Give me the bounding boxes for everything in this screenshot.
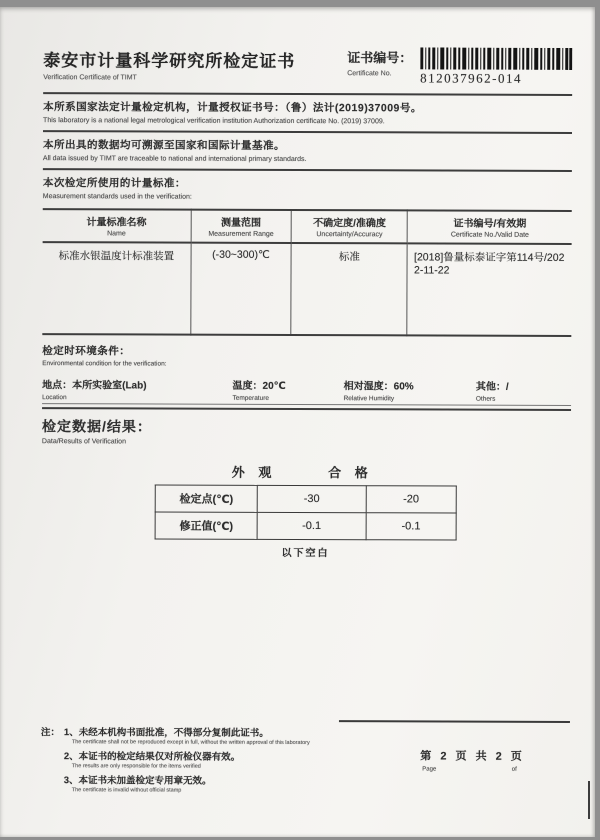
scan-edge-artifact	[588, 781, 590, 819]
certificate-number-labels	[347, 47, 412, 86]
measurement-range-cell: (-30~300)℃	[190, 243, 291, 335]
authorization-statement-en: This laboratory is a national legal metrological verification institution Authorization certificate No. (2019) 37009.	[43, 117, 385, 126]
page-title: 泰安市计量科学研究所检定证书	[43, 51, 296, 71]
correction-value: -0.1	[366, 513, 456, 540]
certificate-number-label-en: Certificate No.	[347, 70, 392, 78]
appearance-result: 外 观 合 格	[231, 464, 373, 481]
column-header-uncertainty	[291, 210, 407, 243]
footer-notes	[41, 724, 421, 797]
traceability-statement	[43, 132, 572, 170]
column-header-cn: 不确定度/准确度	[313, 218, 386, 230]
page-subtitle: Verification Certificate of TIMT	[43, 74, 137, 82]
results-heading-en: Data/Results of Verification	[41, 438, 126, 446]
column-header-certno	[408, 210, 572, 244]
uncertainty-cell: 标准	[291, 243, 408, 335]
row-label: 检定点(℃)	[155, 485, 257, 512]
row-label: 修正值(℃)	[155, 512, 257, 539]
column-header-en: Measurement Range	[208, 230, 274, 238]
page-number	[420, 747, 525, 797]
column-header-en: Certificate No./Valid Date	[450, 231, 529, 239]
authorization-statement	[43, 94, 572, 132]
humidity-value: 相对湿度：60%	[343, 381, 414, 393]
standards-table-row	[42, 242, 571, 336]
page-number-en	[420, 766, 525, 772]
column-header-en: Name	[107, 230, 126, 238]
blank-below-note: 以下空白	[281, 547, 330, 560]
note-item	[64, 724, 310, 746]
authorization-statement-cn: 本所系国家法定计量检定机构，计量授权证书号：（鲁）法计(2019)37009号。	[43, 101, 422, 115]
column-header-cn: 测量范围	[221, 217, 262, 229]
note-en: The certificate shall not be reproduced except in full, without the written approval of this laboratory	[71, 739, 310, 747]
environment-section	[42, 343, 571, 411]
barcode-icon	[420, 47, 572, 70]
note-item	[64, 748, 310, 770]
certificate-content	[0, 6, 596, 838]
correction-value: -0.1	[257, 512, 365, 539]
traceability-statement-cn: 本所出具的数据均可溯源至国家和国际计量基准。	[42, 139, 285, 152]
environment-heading-en: Environmental condition for the verification:	[42, 360, 167, 368]
point-value: -30	[258, 485, 366, 512]
certificate-number-label: 证书编号：	[347, 50, 413, 66]
temperature-field	[233, 377, 344, 402]
location-field	[42, 376, 233, 402]
others-field	[476, 378, 571, 403]
column-header-name	[43, 209, 191, 243]
certificate-validity-cell: [2018]鲁量标泰证字第114号/2022-11-22	[413, 251, 565, 277]
humidity-field	[344, 377, 476, 402]
results-table	[155, 485, 457, 541]
of-word: of	[511, 766, 517, 773]
others-value: 其他：/	[475, 381, 509, 393]
traceability-statement-en: All data issued by TIMT are traceable to national and international primary standards.	[42, 155, 307, 164]
verification-points-row	[155, 485, 456, 513]
standards-used-heading-en: Measurement standards used in the verification:	[42, 193, 192, 201]
temperature-label-en: Temperature	[232, 394, 270, 402]
footer	[41, 719, 570, 798]
location-value: 地点：本所实验室(Lab)	[42, 380, 147, 392]
correction-values-row	[155, 512, 456, 540]
barcode-block	[420, 47, 572, 87]
page-number-cn: 第 2 页 共 2 页	[420, 750, 525, 763]
standards-table	[42, 208, 571, 337]
standards-table-header-row	[43, 209, 572, 244]
column-header-cn: 证书编号/有效期	[453, 218, 527, 230]
temperature-value: 温度：20℃	[232, 380, 286, 392]
divider	[42, 407, 571, 411]
results-heading	[42, 416, 571, 447]
note-item	[64, 772, 310, 794]
note-en: The certificate is invalid without official stamp	[71, 787, 182, 794]
certificate-number: 812037962-014	[420, 70, 523, 86]
note-cn: 3、本证书未加盖检定专用章无效。	[63, 775, 212, 787]
note-cn: 2、本证书的检定结果仅对所检仪器有效。	[63, 751, 241, 763]
notes-label: 注：	[40, 727, 60, 739]
column-header-en: Uncertainty/Accuracy	[316, 231, 383, 239]
page-word: Page	[422, 766, 437, 773]
divider	[339, 720, 570, 723]
certificate-page	[0, 7, 595, 837]
results-heading-cn: 检定数据/结果：	[41, 418, 152, 435]
standards-used-heading	[43, 170, 572, 208]
title-block	[43, 46, 295, 82]
environment-fields-row	[42, 376, 571, 406]
notes-list	[64, 724, 310, 797]
certificate-number-block	[347, 47, 572, 87]
standard-name-cell: 标准水银温度计标准装置	[42, 242, 190, 335]
note-en: The results are only responsible for the items verified	[71, 763, 201, 770]
point-value: -20	[366, 486, 456, 513]
header	[43, 46, 572, 87]
note-cn: 1、未经本机构书面批准，不得部分复制此证书。	[63, 727, 269, 739]
others-label-en: Others	[475, 395, 496, 403]
humidity-label-en: Relative Humidity	[343, 395, 395, 403]
location-label-en: Location	[42, 394, 67, 402]
column-header-range	[191, 210, 292, 243]
environment-heading-cn: 检定时环境条件：	[42, 345, 131, 358]
standards-used-heading-cn: 本次检定所使用的计量标准：	[42, 177, 186, 190]
column-header-cn: 计量标准名称	[86, 217, 147, 229]
blank-area	[41, 558, 571, 721]
